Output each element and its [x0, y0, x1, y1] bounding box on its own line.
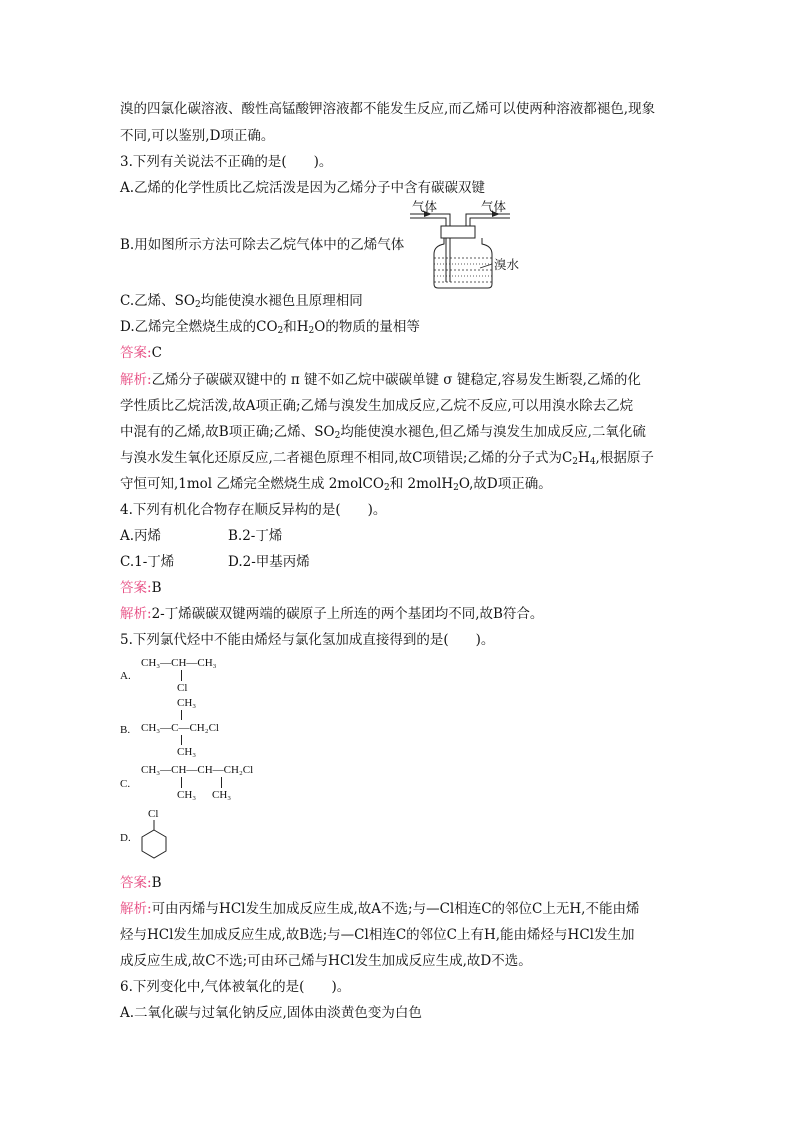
q5-c-substituent-2: CH₃	[212, 789, 232, 801]
q5-stem: 5.下列氯代烃中不能由烯烃与氯化氢加成直接得到的是( )。	[120, 632, 495, 648]
q5-d-substituent: Cl	[148, 808, 159, 820]
q5-option-c-label: C.	[120, 778, 131, 790]
q3-option-b: B.用如图所示方法可除去乙烷气体中的乙烯气体	[120, 237, 405, 253]
bond-line	[181, 777, 182, 788]
bond-line	[181, 670, 182, 681]
intro-line-2: 不同,可以鉴别,D项正确。	[120, 128, 275, 144]
q3-explanation-line-2: 学性质比乙烷活泼,故A项正确;乙烯与溴发生加成反应,乙烷不反应,可以用溴水除去乙烷	[120, 398, 634, 414]
bond-line	[221, 777, 222, 788]
figure-gas-in-label: 气体	[412, 199, 438, 214]
answer-label: 答案:	[120, 875, 152, 891]
q5-answer: 答案:B	[120, 875, 162, 891]
q4-answer: 答案:B	[120, 580, 162, 596]
q5-option-b-label: B.	[120, 724, 131, 736]
q3-option-a: A.乙烯的化学性质比乙烷活泼是因为乙烯分子中含有碳碳双键	[120, 180, 486, 196]
q3-explanation-line-5: 守恒可知,1mol 乙烯完全燃烧生成 2molCO$_2$和 2molH$_2$O,故D项正确。	[120, 476, 552, 493]
q4-explanation: 解析:2-丁烯碳碳双键两端的碳原子上所连的两个基团均不同,故B符合。	[120, 606, 544, 622]
q4-option-c: C.1-丁烯	[120, 554, 175, 570]
q6-stem: 6.下列变化中,气体被氧化的是( )。	[120, 979, 351, 995]
q5-c-formula-main: CH₃—CH—CH—CH₂Cl	[141, 764, 254, 776]
q3-explanation-line-4: 与溴水发生氧化还原反应,二者褪色原理不相同,故C项错误;乙烯的分子式为$C_2H_4$,根据原子	[120, 450, 654, 467]
q6-option-a: A.二氧化碳与过氧化钠反应,固体由淡黄色变为白色	[120, 1005, 422, 1021]
q5-a-substituent: Cl	[177, 682, 188, 694]
q5-explanation-line-1: 解析:可由丙烯与HCl发生加成反应生成,故A不选;与—Cl相连C的邻位C上无H,不能由烯	[120, 901, 640, 917]
q5-option-d-label: D.	[120, 832, 131, 844]
intro-line-1: 溴的四氯化碳溶液、酸性高锰酸钾溶液都不能发生反应,而乙烯可以使两种溶液都褪色,现象	[120, 101, 656, 117]
bond-line	[181, 710, 182, 720]
q4-stem: 4.下列有机化合物存在顺反异构的是( )。	[120, 502, 387, 518]
cyclohexane-ring-structure	[138, 820, 170, 866]
figure-liquid-label: 溴水	[494, 257, 520, 272]
q3-stem: 3.下列有关说法不正确的是( )。	[120, 154, 333, 170]
q3-option-c: C.乙烯、$SO_2$均能使溴水褪色且原理相同	[120, 293, 363, 310]
q3-option-d: D.乙烯完全燃烧生成的$CO_2$和$H_2O$的物质的量相等	[120, 319, 420, 336]
q5-c-substituent-1: CH₃	[177, 789, 197, 801]
answer-label: 答案:	[120, 345, 152, 361]
explanation-label: 解析:	[120, 372, 152, 388]
figure-gas-out-label: 气体	[481, 199, 507, 214]
q4-option-d: D.2-甲基丙烯	[228, 554, 310, 570]
q5-b-formula-main: CH₃—C—CH₂Cl	[141, 722, 219, 734]
q3-explanation-line-3: 中混有的乙烯,故B项正确;乙烯、$SO_2$均能使溴水褪色,但乙烯与溴发生加成反应,二氧化硫	[120, 424, 646, 441]
q4-option-a: A.丙烯	[120, 528, 162, 544]
q5-explanation-line-3: 成反应生成,故C不选;可由环己烯与HCl发生加成反应生成,故D不选。	[120, 953, 532, 969]
q5-a-formula-main: CH₃—CH—CH₃	[141, 657, 217, 669]
q5-option-a-label: A.	[120, 670, 131, 682]
q5-explanation-line-2: 烃与HCl发生加成反应生成,故B选;与—Cl相连C的邻位C上有H,能由烯烃与HCl发生加	[120, 927, 635, 943]
q4-option-b: B.2-丁烯	[228, 528, 283, 544]
explanation-label: 解析:	[120, 901, 152, 917]
q3-explanation-line-1: 解析:乙烯分子碳碳双键中的 π 键不如乙烷中碳碳单键 σ 键稳定,容易发生断裂,乙烯的化	[120, 372, 641, 388]
q5-b-top-group: CH₃	[177, 697, 197, 709]
explanation-label: 解析:	[120, 606, 152, 622]
answer-label: 答案:	[120, 580, 152, 596]
bond-line	[181, 735, 182, 745]
q5-b-bottom-group: CH₃	[177, 746, 197, 758]
q3-answer: 答案:C	[120, 345, 162, 361]
